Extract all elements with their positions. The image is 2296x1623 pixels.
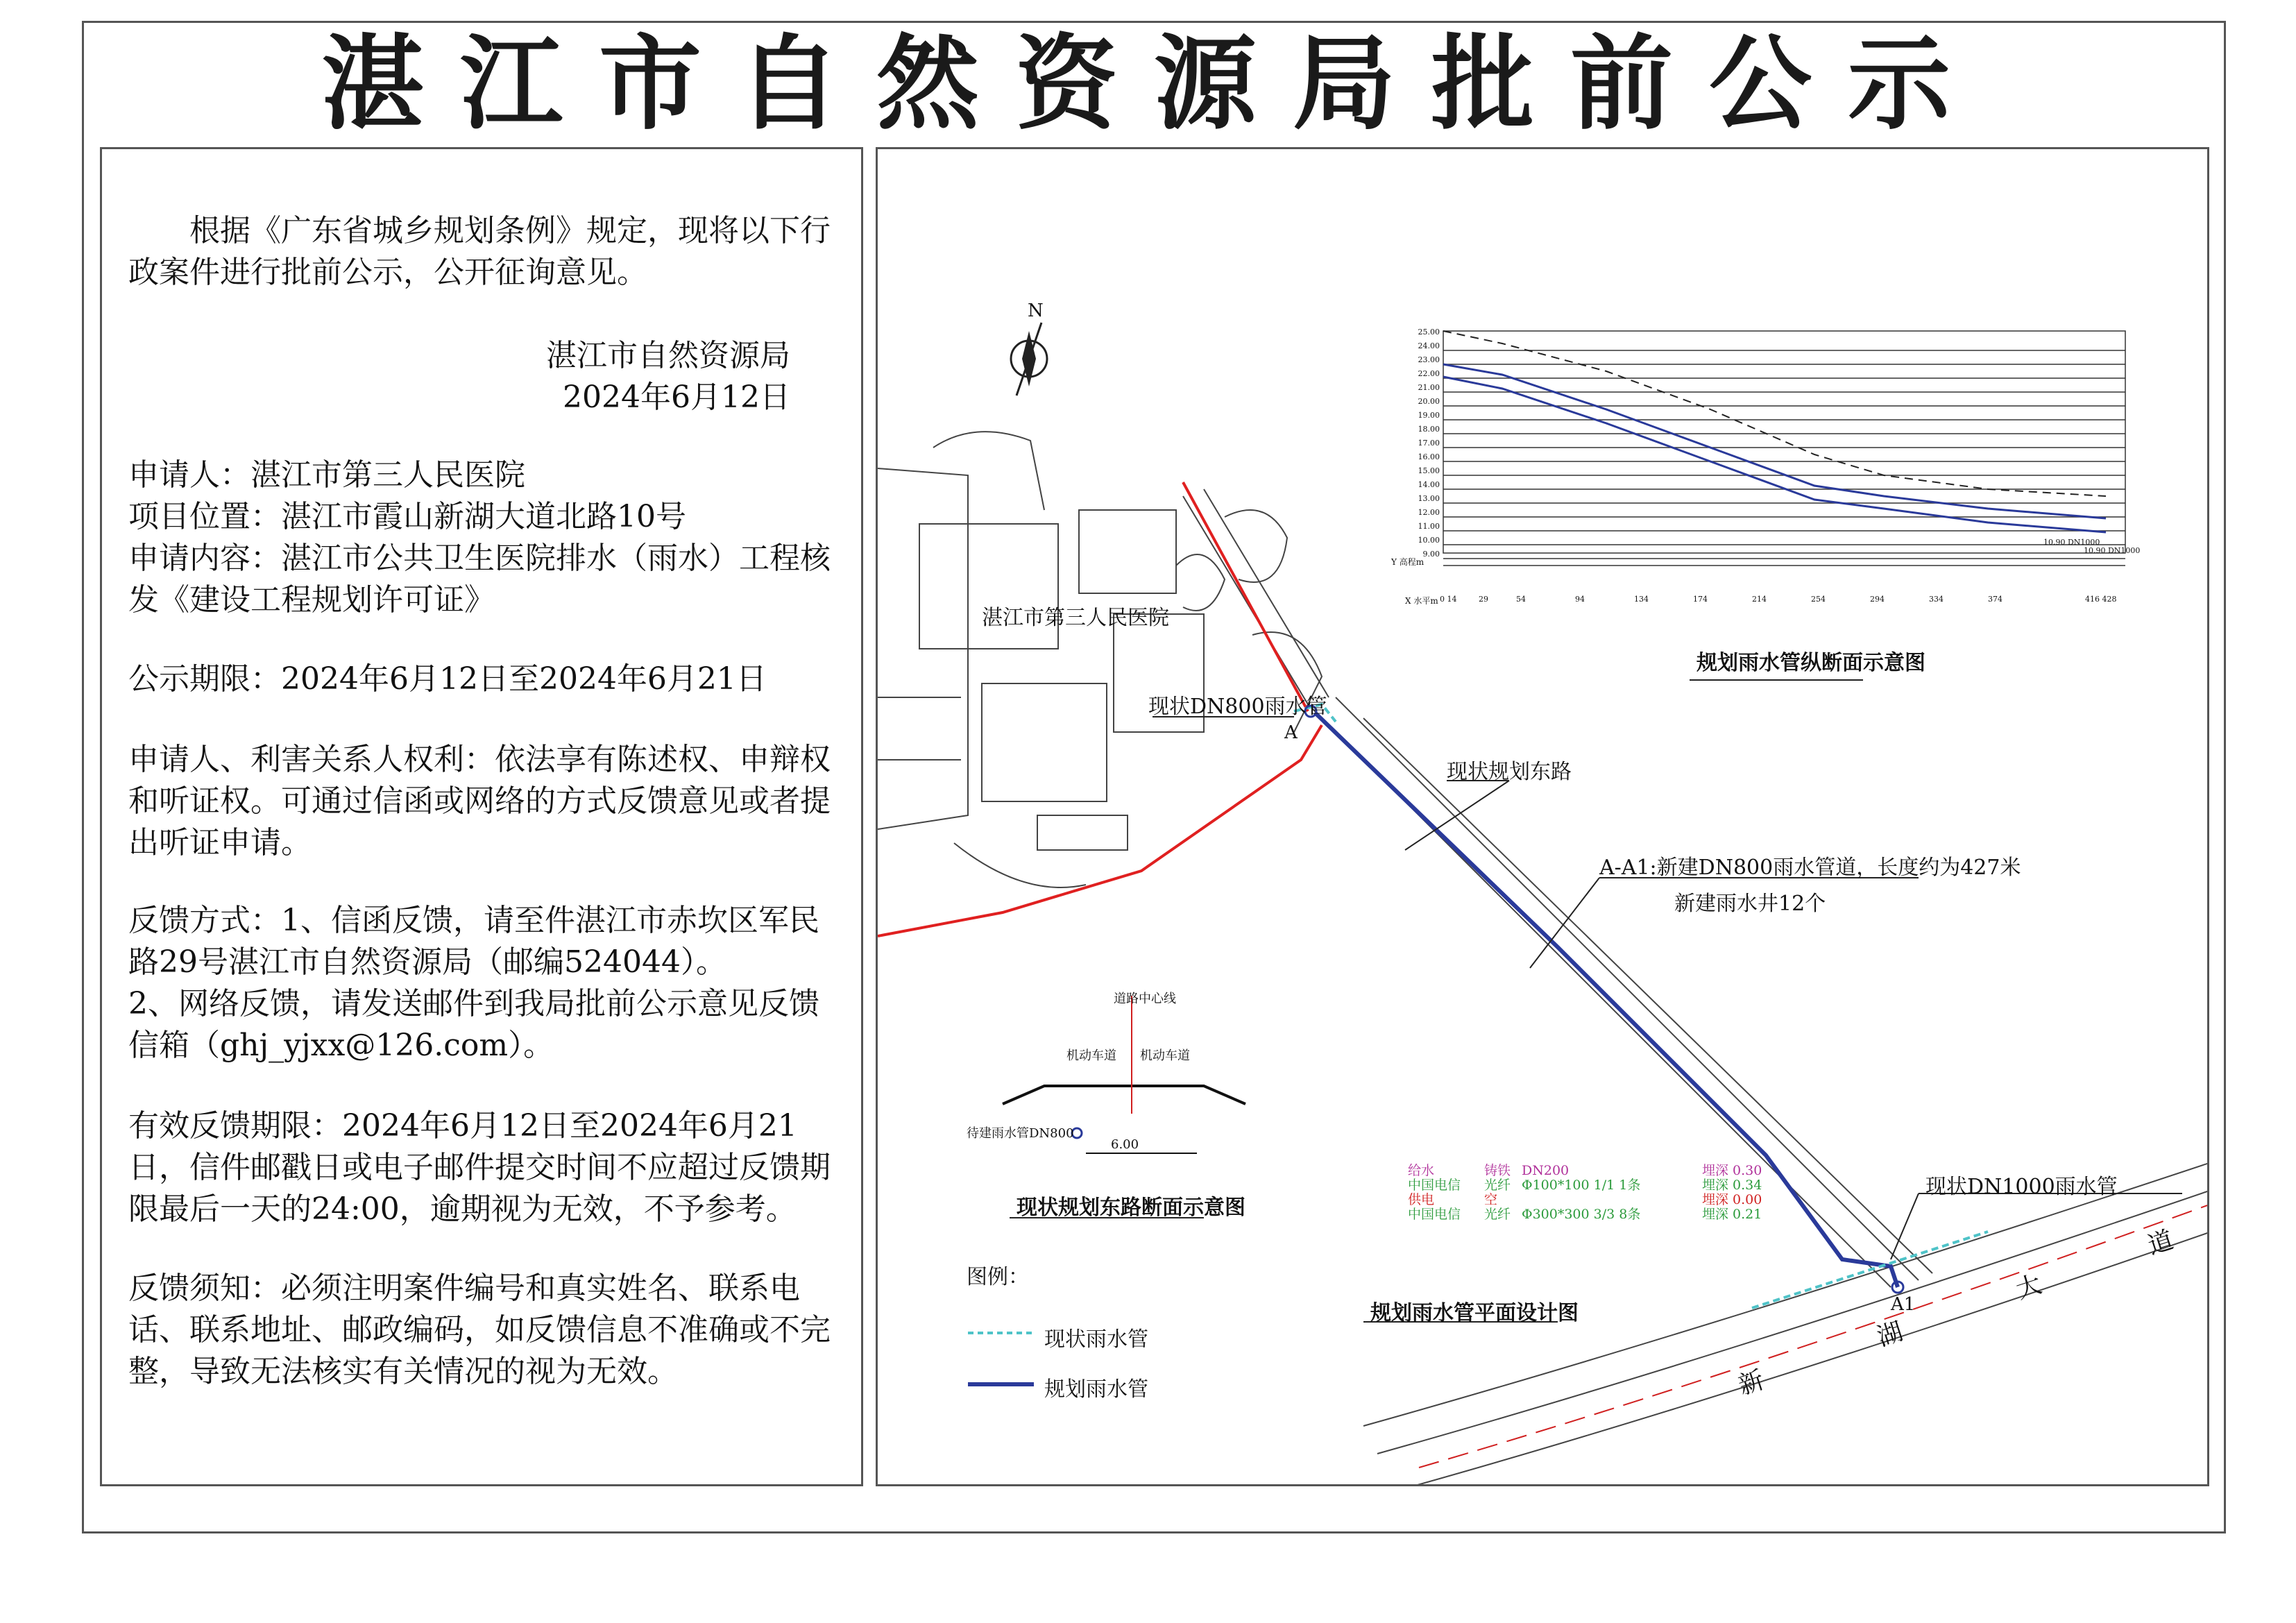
x-tick: 334	[1929, 595, 1944, 604]
y-tick: 16.00	[1418, 452, 1440, 461]
feedback-method-email: 2、网络反馈，请发送邮件到我局批前公示意见反馈信箱（ghj_yjxx@126.com）。	[128, 986, 819, 1063]
y-tick: 12.00	[1418, 508, 1440, 517]
y-tick: 10.00	[1418, 536, 1440, 545]
x-tick: 294	[1870, 595, 1885, 604]
y-tick: 14.00	[1418, 480, 1440, 489]
existing-dn1000-label: 现状DN1000雨水管	[1925, 1175, 2118, 1199]
utility-row: 中国电信 光纤 Φ100*100 1/1 1条 埋深 0.34	[1408, 1178, 1762, 1193]
profile-x-label: X 水平m	[1405, 596, 1438, 606]
road-name-char: 道	[2144, 1225, 2177, 1261]
profile-end-value: 10.90 DN1000	[2084, 546, 2141, 555]
road-name-char: 大	[2012, 1270, 2046, 1305]
x-tick: 94	[1575, 595, 1585, 604]
x-tick: 254	[1811, 595, 1826, 604]
y-tick: 25.00	[1418, 328, 1440, 337]
profile-y-ticks	[1405, 325, 1440, 561]
point-a-label: A	[1284, 722, 1298, 743]
legend-planned-label: 规划雨水管	[1044, 1377, 1148, 1402]
legend-existing-label: 现状雨水管	[1044, 1327, 1148, 1352]
drawing-panel	[876, 147, 2209, 1486]
section-title: 现状规划东路断面示意图	[1017, 1196, 1245, 1220]
x-tick: 54	[1516, 595, 1526, 604]
section-width-label: 6.00	[1111, 1137, 1139, 1152]
applicant: 申请人：湛江市第三人民医院	[128, 457, 525, 493]
x-tick: 174	[1693, 595, 1708, 604]
pipe-top-line	[1443, 364, 2106, 518]
site-plan-drawing	[878, 149, 2209, 1486]
section-pipe-label: 待建雨水管DN800	[967, 1126, 1074, 1141]
application-content: 申请内容：湛江市公共卫生医院排水（雨水）工程核发《建设工程规划许可证》	[128, 541, 831, 618]
x-tick: 214	[1752, 595, 1767, 604]
profile-end-value: 10.90 DN1000	[2043, 538, 2100, 547]
north-arrow-icon	[1011, 323, 1047, 396]
utility-row: 中国电信 光纤 Φ300*300 3/3 8条 埋深 0.21	[1408, 1207, 1762, 1222]
plan-title: 规划雨水管平面设计图	[1370, 1301, 1579, 1325]
notice-issuer: 湛江市自然资源局	[546, 338, 790, 373]
profile-y-label: Y 高程m	[1391, 557, 1425, 567]
x-tick: 416 428	[2085, 595, 2117, 604]
y-tick: 9.00	[1422, 550, 1440, 559]
utility-row: 供电 空 埋深 0.00	[1408, 1192, 1762, 1207]
section-lane-left-label: 机动车道	[1066, 1048, 1116, 1063]
page-title: 湛江市自然资源局批前公示	[321, 24, 1987, 144]
project-location: 项目位置：湛江市霞山新湖大道北路10号	[128, 499, 686, 534]
feedback-method-mail: 反馈方式：1、信函反馈，请至件湛江市赤坎区军民路29号湛江市自然资源局（邮编524044）。	[128, 903, 819, 980]
y-tick: 19.00	[1418, 411, 1440, 420]
x-tick: 0 14	[1440, 595, 1457, 604]
y-tick: 18.00	[1418, 425, 1440, 434]
utility-row: 给水 铸铁 DN200 埋深 0.30	[1408, 1163, 1762, 1178]
notice-period: 公示期限：2024年6月12日至2024年6月21日	[128, 661, 767, 697]
road-centerline	[1419, 1204, 2209, 1468]
profile-title: 规划雨水管纵断面示意图	[1697, 651, 1925, 675]
x-tick: 29	[1479, 595, 1488, 604]
road-lines	[1183, 489, 2209, 1486]
base-map	[878, 432, 1322, 887]
road-name-char: 湖	[1873, 1317, 1907, 1352]
profile-chart	[1443, 331, 2125, 566]
notice-intro: 根据《广东省城乡规划条例》规定，现将以下行政案件进行批前公示，公开征询意见。	[128, 213, 831, 290]
y-tick: 11.00	[1418, 522, 1440, 531]
y-tick: 23.00	[1418, 355, 1440, 364]
east-road-label: 现状规划东路	[1447, 760, 1572, 784]
existing-dn800-label: 现状DN800雨水管	[1148, 695, 1327, 719]
utilities-table	[1408, 1164, 1762, 1222]
y-tick: 15.00	[1418, 466, 1440, 475]
hospital-label: 湛江市第三人民医院	[982, 606, 1169, 630]
x-tick: 374	[1988, 595, 2002, 604]
y-tick: 17.00	[1418, 439, 1440, 448]
new-pipe-label: A-A1:新建DN800雨水管道，长度约为427米	[1599, 856, 2021, 880]
pipe-bottom-line	[1443, 377, 2106, 532]
notice-text-panel	[100, 147, 863, 1486]
notice-date: 2024年6月12日	[563, 380, 790, 415]
section-lane-right-label: 机动车道	[1140, 1048, 1190, 1063]
legend-title: 图例：	[967, 1265, 1029, 1289]
north-label: N	[1028, 300, 1044, 321]
section-centerline-label: 道路中心线	[1114, 992, 1176, 1006]
y-tick: 24.00	[1418, 341, 1440, 350]
y-tick: 13.00	[1418, 494, 1440, 503]
stakeholder-rights: 申请人、利害关系人权利：依法享有陈述权、申辩权和听证权。可通过信函或网络的方式反馈意见或者提出听证申请。	[128, 742, 831, 860]
y-tick: 20.00	[1418, 397, 1440, 406]
feedback-notes: 反馈须知：必须注明案件编号和真实姓名、联系电话、联系地址、邮政编码，如反馈信息不准确或不完整，导致无法核实有关情况的视为无效。	[128, 1271, 831, 1389]
y-tick: 21.00	[1418, 383, 1440, 392]
existing-pipe-dn1000	[1752, 1232, 1988, 1308]
point-a1-label: A1	[1891, 1294, 1916, 1315]
new-wells-label: 新建雨水井12个	[1674, 892, 1826, 916]
y-tick: 22.00	[1418, 369, 1440, 378]
road-name-char: 新	[1735, 1366, 1768, 1401]
valid-feedback-period: 有效反馈期限：2024年6月12日至2024年6月21日，信件邮戳日或电子邮件提交时间不应超过反馈期限最后一天的24:00，逾期视为无效，不予参考。	[128, 1108, 831, 1227]
x-tick: 134	[1634, 595, 1649, 604]
